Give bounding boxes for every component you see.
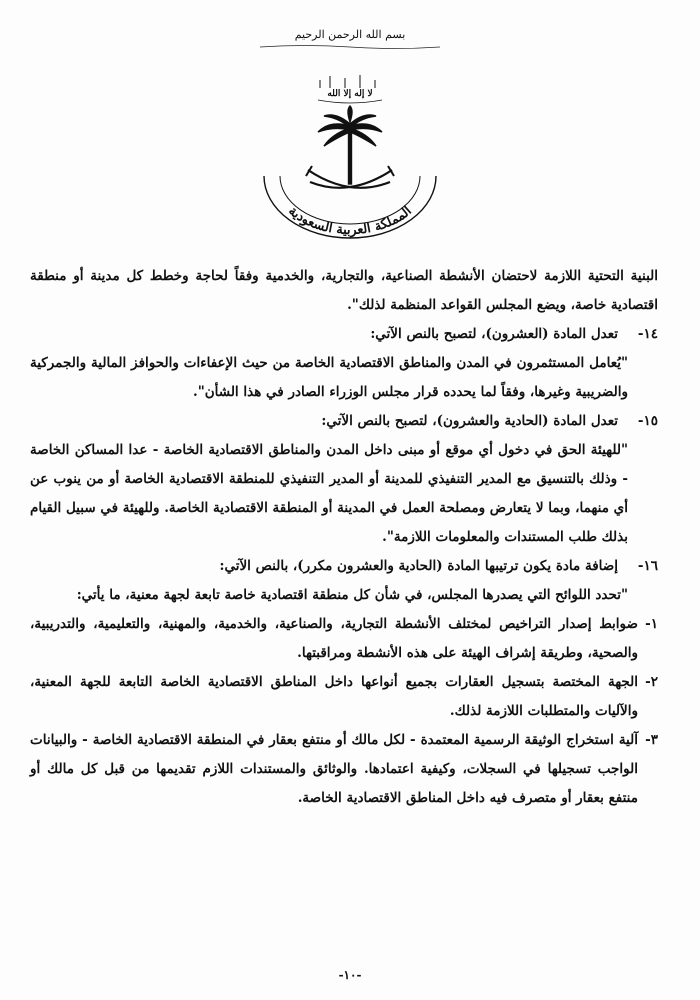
sub-item-number: ١-: [645, 616, 658, 632]
article-item-16: [30, 552, 658, 581]
item-heading: تعدل المادة (الحادية والعشرون)، لتصبح بالنص الآتي:: [321, 413, 618, 429]
item-number: ١٤-: [637, 326, 658, 342]
page-number: -١٠-: [338, 968, 362, 982]
basmala-underline: [260, 44, 440, 50]
sub-item-number: ٢-: [645, 674, 658, 690]
item-number: ١٥-: [637, 413, 658, 429]
intro-line-1: البنية التحتية اللازمة لاحتضان الأنشطة الصناعية، والتجارية، والخدمية وفقاً لحاجة: [195, 268, 659, 284]
basmala-heading: بسم الله الرحمن الرحيم: [294, 28, 406, 41]
sub-item-text: آلية استخراج الوثيقة الرسمية المعتمدة - لكل مالك أو منتفع بعقار في المنطقة الاقتصادية الخاصة - والبيانات الواجب تسجيلها في السجلات، وكيفية اعتمادها. والوثائق والمستندات اللازم تقديمها من قبل كل مالك أو منتفع بعقار أو متصرف فيه داخل المناطق الاقتصادية الخاصة.: [30, 732, 638, 806]
item-15-quote: "للهيئة الحق في دخول أي موقع أو مبنى داخل المدن والمناطق الاقتصادية الخاصة - عدا المساكن الخاصة - وذلك بالتنسيق مع المدير التنفيذي للمدينة أو المدير التنفيذي للمنطقة الاقتصادية الخاصة أو من ينوب عن أي منهما، وبما لا يتعارض ومصلحة العمل في المدينة أو المنطقة الاقتصادية الخاصة. وللهيئة في سبيل القيام بذلك طلب المستندات والمعلومات اللازمة".: [30, 442, 628, 545]
emblem-arc-caption: المملكة العربية السعودية: [285, 203, 415, 239]
sub-item-number: ٣-: [645, 732, 658, 748]
sub-item-text: ضوابط إصدار التراخيص لمختلف الأنشطة التجارية، والصناعية، والخدمية، والمهنية، والتعليمية، والتدريبية، والصحية، وطريقة إشراف الهيئة على هذه الأنشطة ومراقبتها.: [30, 616, 638, 661]
sub-item-1: [30, 610, 658, 668]
saudi-emblem-seal: [250, 58, 450, 258]
sub-item-2: [30, 668, 658, 726]
article-item-14: [30, 320, 658, 349]
intro-paragraph: [30, 262, 658, 320]
article-item-15: [30, 407, 658, 436]
palm-tree-icon: [318, 106, 382, 184]
item-14-quote: "يُعامل المستثمرون في المدن والمناطق الاقتصادية الخاصة من حيث الإعفاءات والحوافز المالية والجمركية والضريبية وغيرها، وفقاً لما يحدده قرار مجلس الوزراء الصادر في هذا الشأن".: [30, 355, 628, 400]
item-heading: إضافة مادة يكون ترتيبها المادة (الحادية والعشرون مكرر)، بالنص الآتي:: [219, 558, 618, 574]
intro-line-2: وخطط كل مدينة أو منطقة اقتصادية خاصة، ويضع المجلس القواعد المنظمة لذلك".: [30, 268, 658, 313]
item-number: ١٦-: [637, 558, 658, 574]
sub-item-3: [30, 726, 658, 813]
document-body: [30, 262, 658, 813]
sub-item-text: الجهة المختصة بتسجيل العقارات بجميع أنواعها داخل المناطق الاقتصادية الخاصة التابعة للجهة المعنية، والآليات والمتطلبات اللازمة لذلك.: [30, 674, 638, 719]
item-16-quote: "تحدد اللوائح التي يصدرها المجلس، في شأن كل منطقة اقتصادية خاصة تابعة لجهة معنية، ما يأتي:: [76, 587, 628, 603]
shahada-calligraphy: لا إله إلا الله: [327, 89, 373, 99]
item-heading: تعدل المادة (العشرون)، لتصبح بالنص الآتي:: [370, 326, 618, 342]
